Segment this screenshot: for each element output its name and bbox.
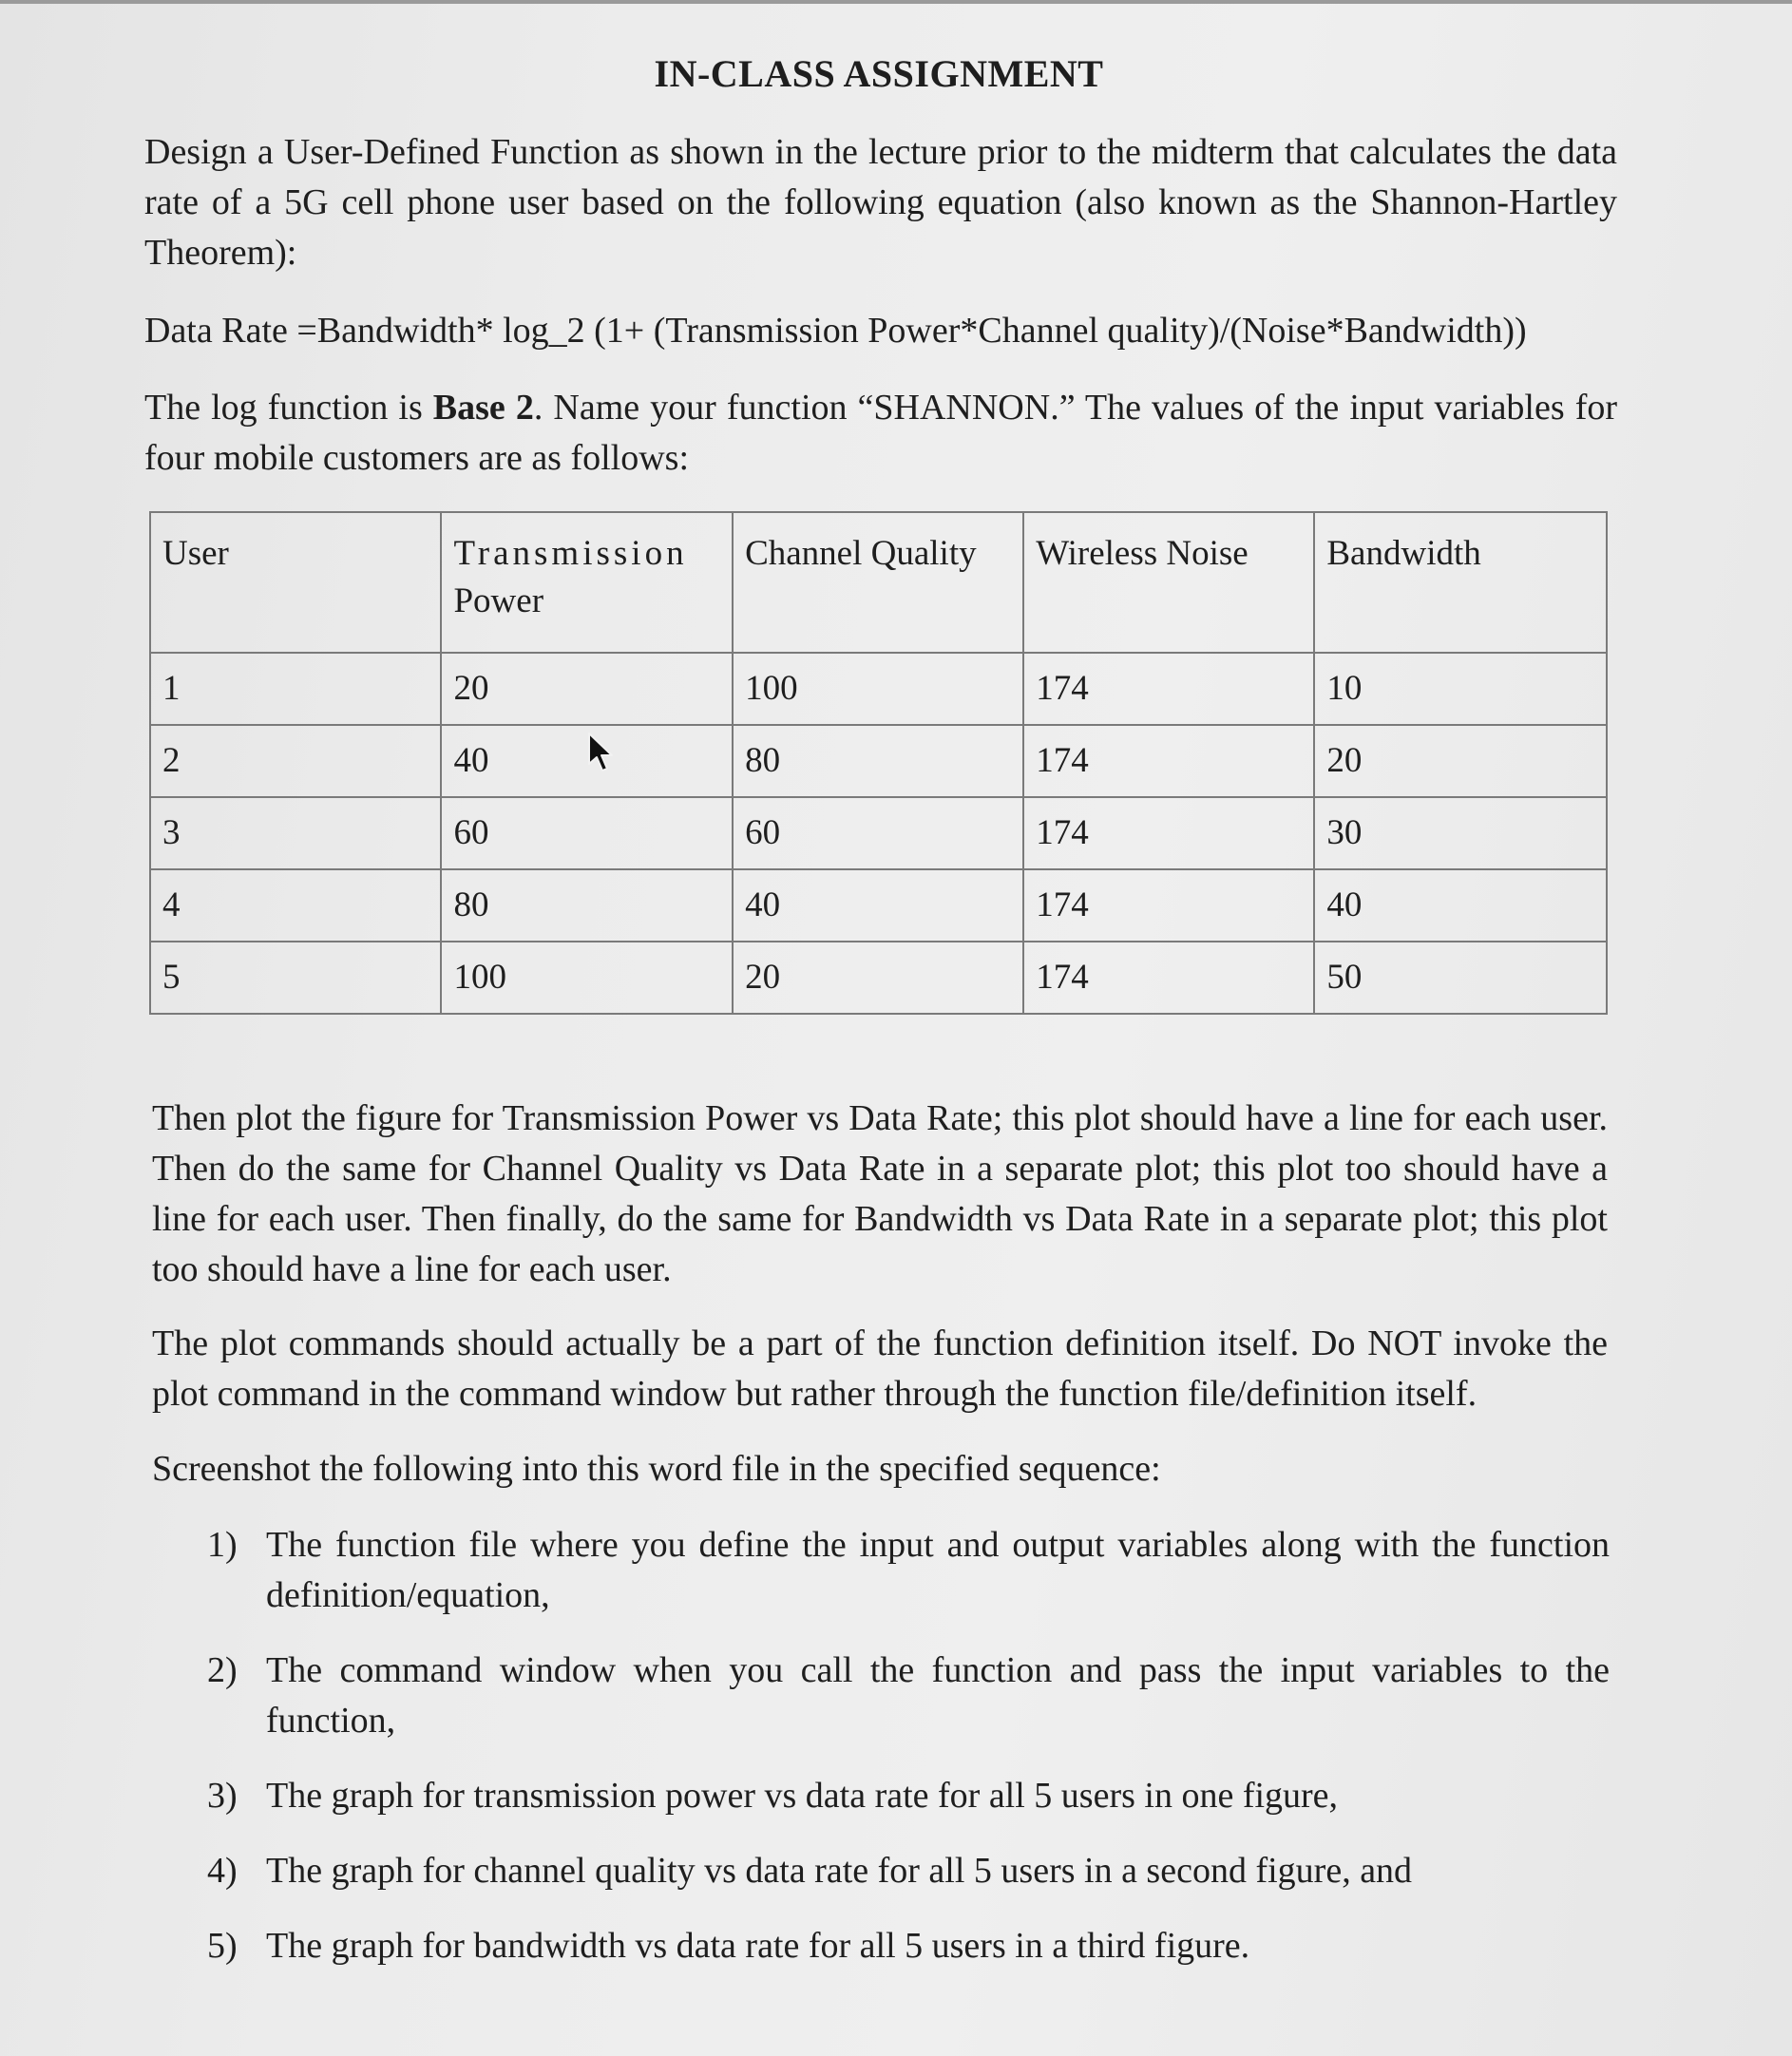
table-row	[150, 942, 1607, 1014]
list-item	[207, 1771, 1610, 1821]
header-transmission-power	[441, 512, 733, 653]
table-row	[150, 869, 1607, 942]
screenshot-sequence-list	[207, 1520, 1610, 1971]
intro-paragraph: Design a User-Defined Function as shown in the lecture prior to the midterm that calculates the data rate of a 5G cell phone user based on the following equation (also known as the Shannon-Hartley Theorem):	[144, 132, 1617, 273]
cell-transmission-power: 100	[441, 942, 733, 1014]
cell-wireless-noise: 174	[1023, 797, 1314, 869]
list-item-number: 4)	[207, 1851, 238, 1891]
header-wireless-noise: Wireless Noise	[1023, 512, 1314, 653]
cell-user: 1	[150, 653, 441, 725]
list-item	[207, 1921, 1610, 1971]
table-row	[150, 725, 1607, 797]
header-transmission: Transmission	[453, 534, 688, 573]
input-variables-table	[149, 511, 1608, 1015]
top-divider	[0, 0, 1792, 4]
list-item-text: The command window when you call the function and pass the input variables to the function,	[266, 1650, 1610, 1741]
header-bandwidth: Bandwidth	[1314, 512, 1607, 653]
table-header-row	[150, 512, 1607, 653]
table-row	[150, 653, 1607, 725]
cell-channel-quality: 80	[733, 725, 1023, 797]
log-note-paragraph	[144, 383, 1617, 484]
cell-bandwidth: 20	[1314, 725, 1607, 797]
cell-user: 5	[150, 942, 441, 1014]
cell-channel-quality: 60	[733, 797, 1023, 869]
list-item-number: 5)	[207, 1926, 238, 1966]
log-note-bold: Base 2	[432, 388, 534, 428]
list-item-number: 3)	[207, 1776, 238, 1816]
list-item-text: The graph for channel quality vs data rate for all 5 users in a second figure, and	[266, 1851, 1413, 1891]
plot-instructions-paragraph: Then plot the figure for Transmission Power vs Data Rate; this plot should have a line for each user. Then do the same for Channel Quality vs Data Rate in a separate plot; this plot too should have a line for each user. Then finally, do the same for Bandwidth vs Data Rate in a separate plot; this plot too should have a line for each user.	[152, 1098, 1608, 1289]
header-user: User	[150, 512, 441, 653]
list-item-number: 1)	[207, 1525, 238, 1565]
cell-wireless-noise: 174	[1023, 725, 1314, 797]
mouse-pointer-icon	[586, 732, 617, 773]
cell-transmission-power: 80	[441, 869, 733, 942]
table-row	[150, 797, 1607, 869]
cell-bandwidth: 10	[1314, 653, 1607, 725]
cell-channel-quality: 40	[733, 869, 1023, 942]
cell-transmission-power: 60	[441, 797, 733, 869]
cell-wireless-noise: 174	[1023, 653, 1314, 725]
cell-user: 2	[150, 725, 441, 797]
cell-channel-quality: 100	[733, 653, 1023, 725]
log-note-before: The log function is	[144, 388, 433, 428]
screenshot-intro-paragraph: Screenshot the following into this word file in the specified sequence:	[152, 1449, 1161, 1489]
list-item	[207, 1520, 1610, 1621]
log-note-after: . Name your function “SHANNON.” The values of the input variables for four mobile customers are as follows:	[144, 388, 1617, 478]
cell-transmission-power: 20	[441, 653, 733, 725]
cell-channel-quality: 20	[733, 942, 1023, 1014]
header-power: Power	[453, 581, 544, 620]
plot-note-paragraph: The plot commands should actually be a part of the function definition itself. Do NOT invoke the plot command in the command window but rather through the function file/definition itself.	[152, 1323, 1608, 1414]
list-item-number: 2)	[207, 1650, 238, 1690]
cell-wireless-noise: 174	[1023, 942, 1314, 1014]
cell-wireless-noise: 174	[1023, 869, 1314, 942]
equation-line: Data Rate =Bandwidth* log_2 (1+ (Transmission Power*Channel quality)/(Noise*Bandwidth))	[144, 311, 1527, 351]
list-item-text: The graph for transmission power vs data rate for all 5 users in one figure,	[266, 1776, 1339, 1816]
list-item	[207, 1646, 1610, 1746]
cell-bandwidth: 30	[1314, 797, 1607, 869]
page-title: IN-CLASS ASSIGNMENT	[654, 52, 1104, 95]
cell-bandwidth: 50	[1314, 942, 1607, 1014]
list-item	[207, 1846, 1610, 1896]
list-item-text: The graph for bandwidth vs data rate for all 5 users in a third figure.	[266, 1926, 1250, 1966]
header-channel-quality: Channel Quality	[733, 512, 1023, 653]
cell-transmission-power: 40	[441, 725, 733, 797]
cell-user: 4	[150, 869, 441, 942]
cell-user: 3	[150, 797, 441, 869]
cell-bandwidth: 40	[1314, 869, 1607, 942]
list-item-text: The function file where you define the input and output variables along with the function definition/equation,	[266, 1525, 1610, 1615]
